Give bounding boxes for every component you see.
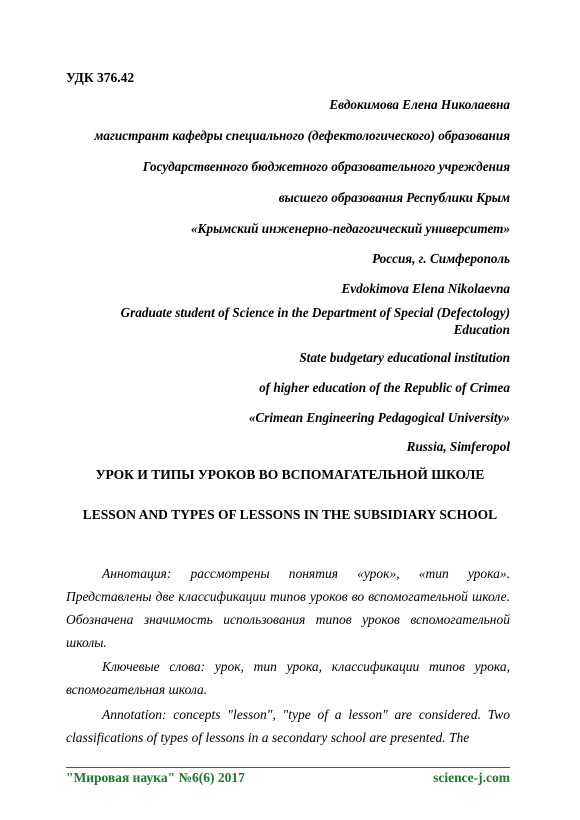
footer-divider	[66, 767, 510, 768]
university-ru: «Крымский инженерно-педагогический университет»	[190, 221, 510, 236]
article-title-en: LESSON AND TYPES OF LESSONS IN THE SUBSIDIARY SCHOOL	[82, 507, 498, 522]
author-position-ru: магистрант кафедры специального (дефектологического) образования	[94, 128, 510, 143]
abstract-ru: Аннотация: рассмотрены понятия «урок», «тип урока». Представлены две классификации типов уроков во вспомогательной школе. Обозначена значимость использования типов уроков вспомогательной школы.	[66, 566, 510, 650]
location-ru: Россия, г. Симферополь	[372, 251, 510, 266]
institution-line-2-en: of higher education of the Republic of Crimea	[259, 380, 510, 395]
keywords-ru: Ключевые слова: урок, тип урока, классификации типов урока, вспомогательная школа.	[66, 659, 510, 697]
author-name-en: Evdokimova Elena Nikolaevna	[341, 281, 510, 296]
footer-journal: "Мировая наука" №6(6) 2017	[66, 770, 245, 785]
institution-line-1-en: State budgetary educational institution	[299, 350, 510, 365]
institution-line-2-ru: высшего образования Республики Крым	[278, 190, 510, 205]
footer-site-link[interactable]: science-j.com	[433, 770, 510, 785]
udk-code: УДК 376.42	[66, 70, 135, 85]
location-en: Russia, Simferopol	[406, 439, 510, 454]
abstract-en: Annotation: concepts "lesson", "type of a lesson" are considered. Two classifications of types of lessons in a secondary school are presented. The	[66, 707, 510, 745]
university-en: «Crimean Engineering Pedagogical University»	[248, 410, 510, 425]
article-title-ru: УРОК И ТИПЫ УРОКОВ ВО ВСПОМАГАТЕЛЬНОЙ ШКОЛЕ	[95, 467, 485, 482]
institution-line-1-ru: Государственного бюджетного образовательного учреждения	[142, 159, 510, 174]
author-position-en: Graduate student of Science in the Department of Special (Defectology) Education	[120, 305, 510, 337]
author-name-ru: Евдокимова Елена Николаевна	[329, 97, 510, 112]
